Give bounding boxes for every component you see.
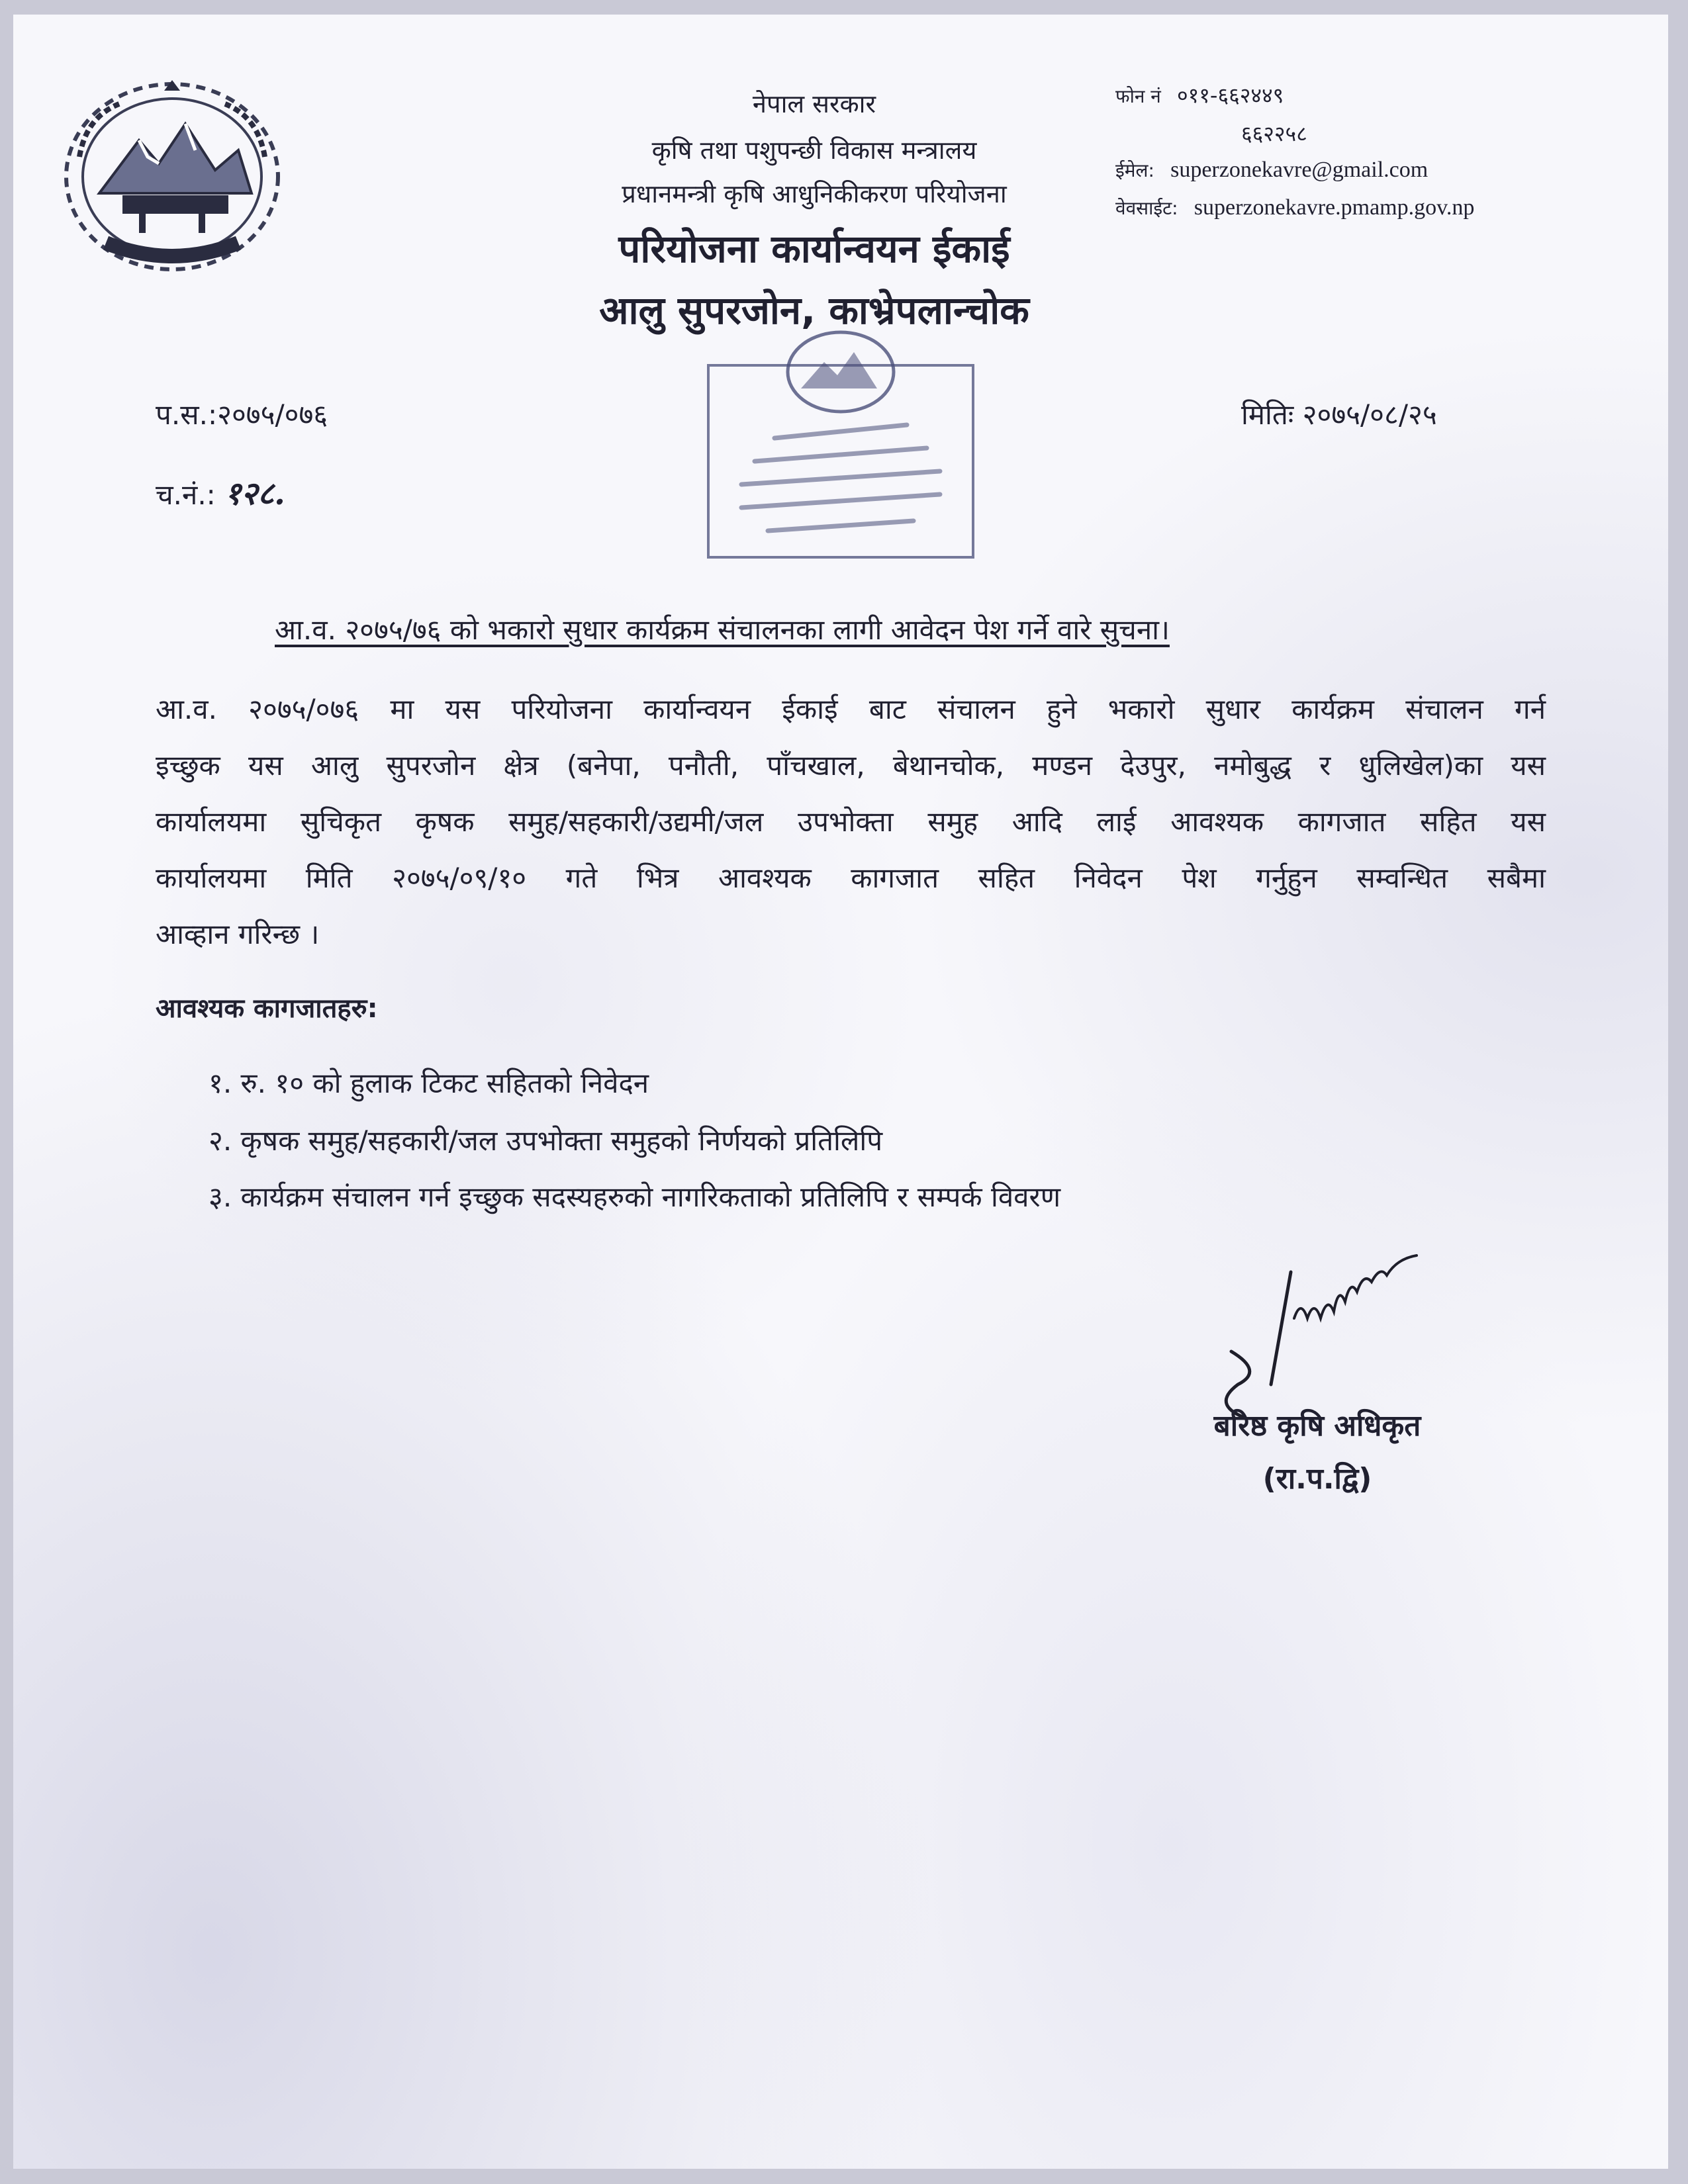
reference-cn [156,471,285,514]
cn-number: १२८. [224,475,285,512]
website-line [1115,195,1474,220]
ministry-name: कृषि तथा पशुपन्छी विकास मन्त्रालय [651,136,977,165]
body-line-1: आ.व. २०७५/०७६ मा यस परियोजना कार्यान्वयन ईकाई बाट संचालन हुने भकारो सुधार कार्यक्रम संचालन गर्न [156,693,1546,725]
body-line-2: इच्छुक यस आलु सुपरजोन क्षेत्र (बनेपा, पनौती, पाँचखाल, बेथानचोक, मण्डन देउपुर, नमोबुद्ध र धुलिखेल)का यस [156,749,1546,782]
phone-label: फोन नं [1115,85,1161,107]
document-item-2: २. कृषक समुह/सहकारी/जल उपभोक्ता समुहको निर्णयको प्रतिलिपि [209,1124,883,1157]
project-name: प्रधानमन्त्री कृषि आधुनिकीकरण परियोजना [622,179,1007,208]
nepal-emblem-icon [60,77,285,276]
letter-page [13,15,1668,2169]
website-url[interactable]: superzonekavre.pmamp.gov.np [1194,195,1475,220]
email-label: ईमेल: [1115,159,1154,181]
phone-line [1115,81,1284,109]
office-stamp-icon [695,326,986,564]
unit-name: परियोजना कार्यान्वयन ईकाई [618,226,1010,271]
email-line [1115,157,1428,183]
government-name: नेपाल सरकार [752,89,876,118]
body-line-5: आव्हान गरिन्छ । [156,918,320,950]
reference-ps: प.स.:२०७५/०७६ [156,398,328,431]
notice-subject: आ.व. २०७५/७६ को भकारो सुधार कार्यक्रम संचालनका लागी आवेदन पेश गर्ने वारे सुचना। [275,614,1170,646]
phone-number-1: ०११-६६२४४९ [1177,83,1284,108]
documents-heading: आवश्यक कागजातहरु: [156,993,378,1024]
handwritten-signature-icon [1165,1219,1443,1431]
signer-rank: (रा.प.द्वि) [1262,1462,1372,1496]
cn-label: च.नं.: [156,478,216,511]
body-line-3: कार्यालयमा सुचिकृत कृषक समुह/सहकारी/उद्यमी/जल उपभोक्ता समुह आदि लाई आवश्यक कागजात सहित यस [156,805,1546,838]
phone-number-2: ६६२२५८ [1241,121,1307,146]
email-address[interactable]: superzonekavre@gmail.com [1170,158,1429,182]
letter-date: मितिः २०७५/०८/२५ [1241,398,1437,431]
signer-title: बरिष्ठ कृषि अधिकृत [1213,1409,1421,1443]
office-place: आलु सुपरजोन, काभ्रेपलान्चोक [599,288,1029,333]
document-item-1: १. रु. १० को हुलाक टिकट सहितको निवेदन [209,1067,649,1099]
website-label: वेवसाईट: [1115,197,1178,219]
body-line-4: कार्यालयमा मिति २०७५/०९/१० गते भित्र आवश्यक कागजात सहित निवेदन पेश गर्नुहुन सम्वन्धित सबैमा [156,862,1546,894]
document-item-3: ३. कार्यक्रम संचालन गर्न इच्छुक सदस्यहरुको नागरिकताको प्रतिलिपि र सम्पर्क विवरण [209,1181,1061,1213]
